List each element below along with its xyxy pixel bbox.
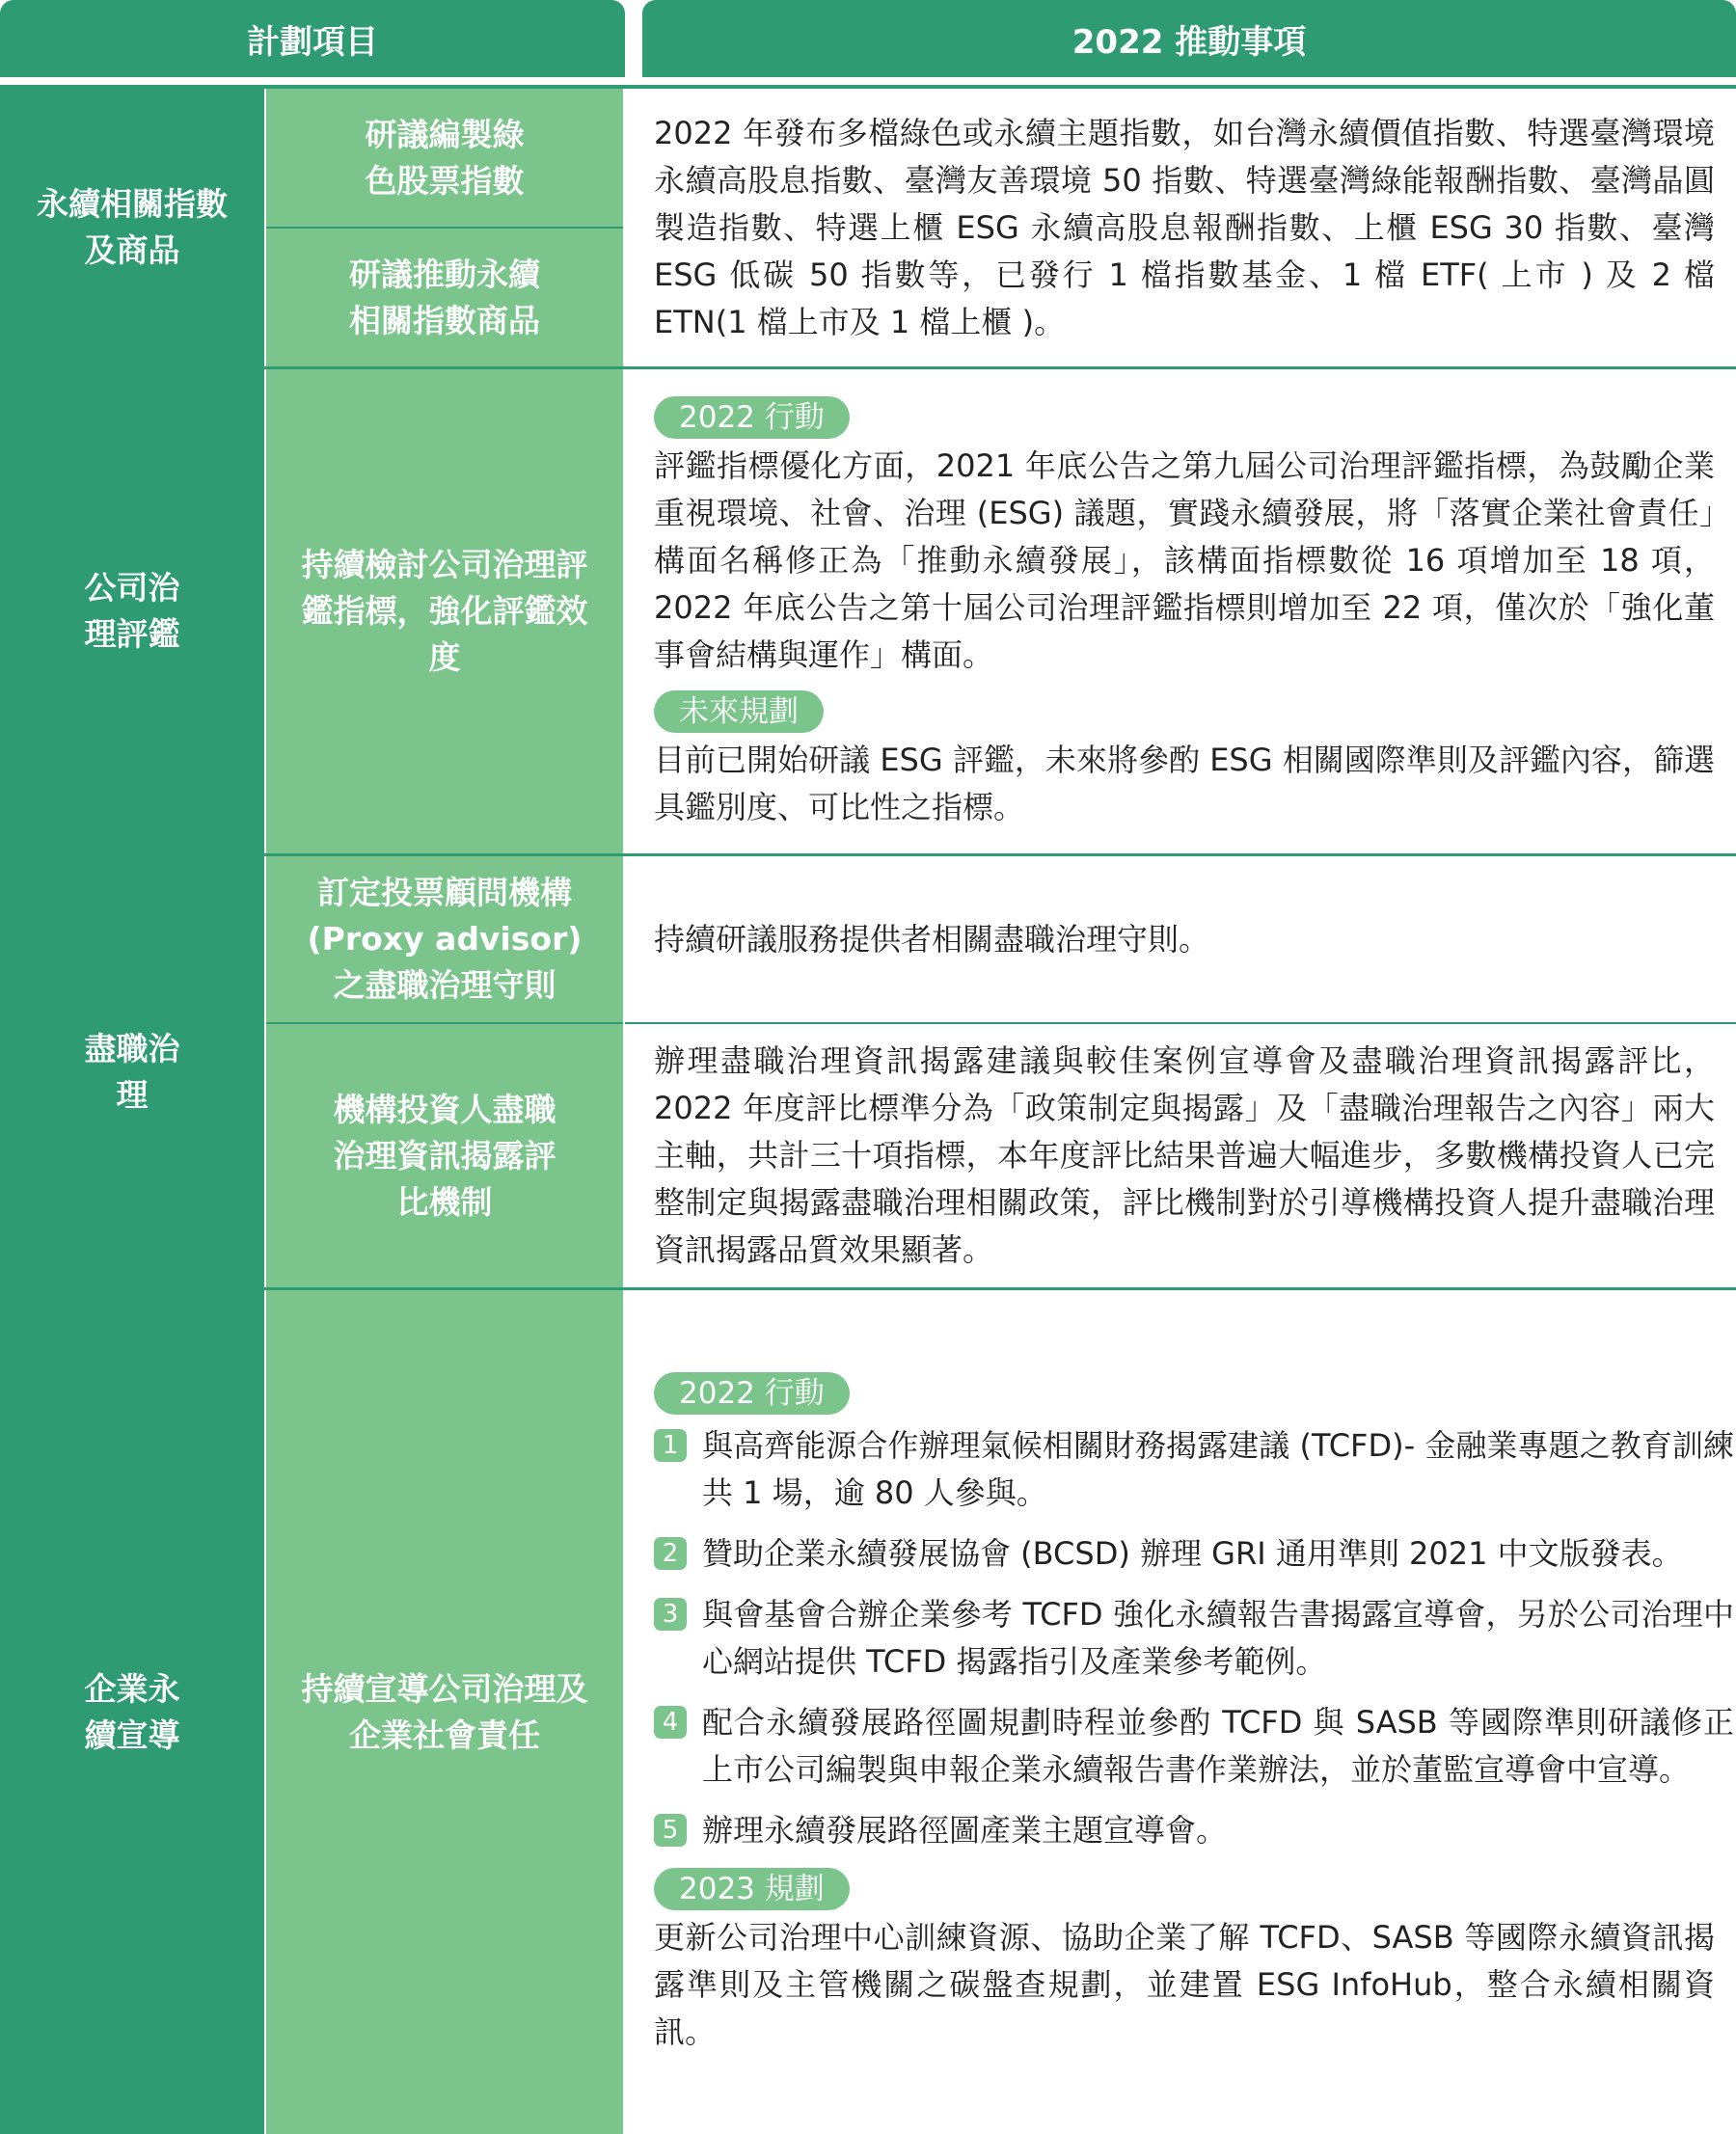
sub-governance-evaluation: 持續檢討公司治理評鑑指標，強化評鑑效度 [266, 369, 623, 853]
number-badge: 5 [654, 1814, 687, 1847]
category-corporate-governance: 公司治理評鑑 [0, 369, 264, 853]
list-item: 4 配合永續發展路徑圖規劃時程並參酌 TCFD 與 SASB 等國際準則研議修正上市公司編製與申報企業永續報告書作業辦法，並於董監宣導會中宣導。 [654, 1699, 1734, 1794]
list-item: 3 與會基會合辦企業參考 TCFD 強化永續報告書揭露宣導會，另於公司治理中心網站提供 TCFD 揭露指引及產業參考範例。 [654, 1591, 1734, 1686]
sub-disclosure-evaluation: 機構投資人盡職治理資訊揭露評比機制 [266, 1024, 623, 1287]
plan-2023-text: 更新公司治理中心訓練資源、協助企業了解 TCFD、SASB 等國際永續資訊揭露準則及主管機關之碳盤查規劃，並建置 ESG InfoHub，整合永續相關資訊。 [654, 1919, 1715, 2050]
category-sustainability-promotion: 企業永續宣導 [0, 1290, 264, 2134]
future-plan-text: 目前已開始研議 ESG 評鑑，未來將參酌 ESG 相關國際準則及評鑑內容，篩選具鑑別度、可比性之指標。 [654, 741, 1715, 825]
number-badge: 3 [654, 1598, 687, 1631]
content-row-governance [625, 369, 1736, 853]
number-badge: 2 [654, 1537, 687, 1570]
header-plan-items: 計劃項目 [0, 0, 625, 77]
number-badge: 1 [654, 1429, 687, 1462]
content-disclosure-evaluation [625, 1024, 1736, 1287]
content-proxy-advisor [625, 856, 1736, 1022]
list-item: 5 辦理永續發展路徑圖產業主題宣導會。 [654, 1807, 1734, 1854]
pill-2022-action: 2022 行動 [654, 1372, 850, 1415]
list-item: 1 與高齊能源合作辦理氣候相關財務揭露建議 (TCFD)- 金融業專題之教育訓練共 1 場，逾 80 人參與。 [654, 1422, 1734, 1517]
number-badge: 4 [654, 1706, 687, 1739]
pill-2022-action: 2022 行動 [654, 396, 850, 439]
header-2022-actions: 2022 推動事項 [642, 0, 1736, 77]
category-stewardship: 盡職治理 [0, 856, 264, 1287]
sub-proxy-advisor-code: 訂定投票顧問機構 (Proxy advisor) 之盡職治理守則 [266, 856, 623, 1022]
sub-promote-governance-csr: 持續宣導公司治理及企業社會責任 [266, 1290, 623, 2134]
category-sustainability-index: 永續相關指數及商品 [0, 89, 264, 366]
pill-2023-plan: 2023 規劃 [654, 1868, 850, 1910]
sub-green-stock-index: 研議編製綠色股票指數 [266, 89, 623, 227]
pill-future-plan: 未來規劃 [654, 690, 824, 733]
index-text: 2022 年發布多檔綠色或永續主題指數，如台灣永續價值指數、特選臺灣環境永續高股息指數、臺灣友善環境 50 指數、特選臺灣綠能報酬指數、臺灣晶圓製造指數、特選上櫃 ESG 永續高股息報酬指數、上櫃 ESG 30 指數、臺灣 ESG 低碳 50 指數等，已發行 1 檔指數基金、1 檔 ETF( 上市 ) 及 2 檔 ETN(1 檔上市及 1 檔上櫃 )。 [654, 114, 1715, 340]
proxy-advisor-text: 持續研議服務提供者相關盡職治理守則。 [654, 920, 1210, 958]
disclosure-evaluation-text: 辦理盡職治理資訊揭露建議與較佳案例宣導會及盡職治理資訊揭露評比，2022 年度評比標準分為「政策制定與揭露」及「盡職治理報告之內容」兩大主軸，共計三十項指標，本年度評比結果普遍大幅進步，多數機構投資人已完整制定與揭露盡職治理相關政策，評比機制對於引導機構投資人提升盡職治理資訊揭露品質效果顯著。 [654, 1042, 1715, 1268]
sub-sustainability-index-products: 研議推動永續相關指數商品 [266, 229, 623, 366]
governance-text: 評鑑指標優化方面，2021 年底公告之第九屆公司治理評鑑指標，為鼓勵企業重視環境、社會、治理 (ESG) 議題，實踐永續發展，將「落實企業社會責任」構面名稱修正為「推動永續發展」，該構面指標數從 16 項增加至 18 項，2022 年底公告之第十屆公司治理評鑑指標則增加至 22 項，僅次於「強化董事會結構與運作」構面。 [654, 446, 1715, 673]
content-row-index [625, 89, 1736, 366]
content-row-promotion [625, 1290, 1736, 2134]
list-item: 2 贊助企業永續發展協會 (BCSD) 辦理 GRI 通用準則 2021 中文版發表。 [654, 1530, 1734, 1578]
